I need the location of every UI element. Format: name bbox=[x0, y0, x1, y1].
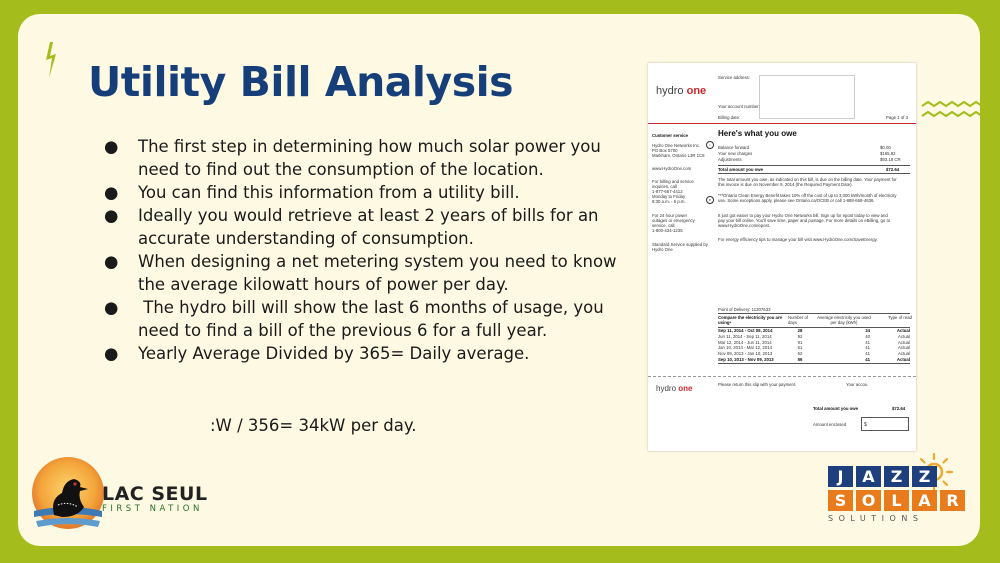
usage-table-header: Type of read bbox=[888, 315, 912, 320]
bullet-text: The hydro bill will show the last 6 months of usage, you need to find a bill of the previous 6 for a full year. bbox=[138, 298, 609, 340]
logo-letter-tile: Z bbox=[884, 466, 909, 487]
zigzag-decoration-icon bbox=[920, 100, 982, 126]
bill-text: this invoice is due on November 9, 2014 (the Required Payment Date). bbox=[718, 182, 853, 187]
bullet-glyph: ● bbox=[104, 252, 119, 271]
bullet-list bbox=[104, 135, 634, 365]
lac-seul-name: LAC SEUL bbox=[102, 483, 208, 505]
usage-table-cell: 91 bbox=[797, 339, 803, 345]
usage-table-cell: 92 bbox=[797, 333, 803, 339]
bill-text: inquiries, call bbox=[652, 184, 677, 189]
usage-table-cell: Actual bbox=[898, 333, 910, 339]
logo-letter-tile: J bbox=[828, 466, 853, 487]
usage-table-cell: 61 bbox=[797, 345, 803, 351]
bill-divider bbox=[648, 123, 916, 124]
bill-text: It just got easier to pay your Hydro One Networks bill. Sign up for epost today to view and bbox=[718, 213, 888, 218]
usage-table-cell: Actual bbox=[896, 328, 910, 333]
loon-sun-icon bbox=[28, 455, 106, 535]
hydro-one-logo bbox=[656, 386, 692, 391]
bullet-glyph: ● bbox=[104, 298, 119, 317]
bullet-glyph: ● bbox=[104, 137, 119, 156]
logo-letter-tile: S bbox=[828, 490, 853, 511]
usage-table-header: Compare the electricity you are using• bbox=[718, 315, 783, 326]
logo-letter-tile: Z bbox=[912, 466, 937, 487]
usage-table-cell: 62 bbox=[797, 351, 803, 357]
usage-table-cell: Actual bbox=[898, 351, 910, 357]
logo-text: hydro bbox=[656, 85, 684, 97]
jazz-solar-logo bbox=[828, 466, 965, 523]
usage-table-cell: 41 bbox=[865, 351, 870, 357]
bill-field-label: Service address: bbox=[718, 75, 751, 80]
bullet-item bbox=[104, 135, 634, 181]
bill-text: For 24 hour power bbox=[652, 213, 688, 218]
redacted-address-box bbox=[759, 75, 855, 119]
usage-table-cell: 34 bbox=[865, 328, 870, 333]
bill-text: 8:30 a.m. - 6 p.m. bbox=[652, 199, 686, 204]
usage-table-cell: Mar 12, 2014 - Jun 11, 2014 bbox=[718, 339, 772, 345]
bill-summary-value: $0.00 bbox=[880, 145, 891, 150]
amount-enclosed-label: Amount enclosed bbox=[813, 422, 847, 427]
usage-table-cell: Actual bbox=[896, 357, 910, 362]
logo-text: one bbox=[686, 85, 707, 97]
usage-table-cell: Sep 11, 2014 - Oct 09, 2014 bbox=[718, 328, 773, 333]
bill-total-value: $72.64 bbox=[886, 167, 900, 172]
bill-summary-label: Adjustments bbox=[718, 157, 742, 162]
usage-table-cell: 41 bbox=[865, 339, 870, 345]
bullet-item bbox=[104, 296, 634, 342]
utility-bill-image bbox=[648, 63, 916, 451]
bullet-item bbox=[104, 181, 634, 204]
usage-table-cell: Sep 10, 2013 - Nov 09, 2013 bbox=[718, 357, 774, 362]
bill-text: Standard Service supplied by bbox=[652, 242, 708, 247]
logo-letter-tile: L bbox=[884, 490, 909, 511]
usage-table-cell: Actual bbox=[898, 339, 910, 345]
usage-table-cell: 40 bbox=[865, 333, 870, 339]
bill-divider bbox=[718, 173, 910, 174]
bill-text: Point of Delivery: 11307633 bbox=[718, 307, 771, 312]
bill-text: ***Ontario Clean Energy Benefit takes 10% off the cost of up to 3,000 kWh/month of electricity bbox=[718, 193, 897, 198]
bullet-glyph: ● bbox=[104, 344, 119, 363]
bill-text: service, call bbox=[652, 223, 675, 228]
bill-field-label: Your account number: bbox=[718, 104, 760, 109]
bill-divider bbox=[718, 363, 910, 364]
bill-text: Monday to Friday bbox=[652, 194, 686, 199]
bill-text: Your accou bbox=[846, 382, 868, 387]
bullet-glyph: ● bbox=[104, 183, 119, 202]
usage-table-cell: 41 bbox=[865, 345, 870, 351]
lac-seul-wordmark bbox=[102, 483, 208, 514]
bill-text: outages or emergency bbox=[652, 218, 695, 223]
bill-text: www.HydroOne.com bbox=[652, 166, 692, 171]
bullet-item bbox=[104, 342, 634, 365]
bill-divider bbox=[718, 313, 910, 314]
stub-total-value: $72.64 bbox=[892, 406, 906, 411]
bullet-glyph: ● bbox=[104, 206, 119, 225]
bill-text: 1-800-434-1235 bbox=[652, 228, 683, 233]
solar-row bbox=[828, 490, 965, 511]
bill-text: use. Some exceptions apply, please see Ontario.ca/OCEB or call 1-888-668-4636. bbox=[718, 198, 875, 203]
usage-table-cell: Actual bbox=[898, 345, 910, 351]
bill-text: Please return this slip with your payment. bbox=[718, 382, 797, 387]
bullet-item bbox=[104, 204, 634, 250]
bill-summary-value: $165.82 bbox=[880, 151, 896, 156]
bill-text: For billing and service bbox=[652, 179, 694, 184]
bill-summary-label: Your new charges bbox=[718, 151, 753, 156]
bill-section-heading: Customer service bbox=[652, 133, 689, 138]
hydro-one-logo bbox=[656, 85, 707, 97]
jazz-row bbox=[828, 466, 965, 487]
bill-text: pay your bill online. You'll save time, paper and postage. For more details on eBilling, go to bbox=[718, 218, 891, 223]
bill-text: www.HydroOne.com/epost. bbox=[718, 223, 771, 228]
amount-enclosed-field: $ bbox=[861, 417, 909, 431]
usage-table-cell: Jan 10, 2014 - Mar 12, 2014 bbox=[718, 345, 772, 351]
calculation-line: :W / 356= 34kW per day. bbox=[210, 416, 417, 435]
bill-text: The total amount you owe, as indicated on this bill, is due on the billing date. Your payment for bbox=[718, 177, 897, 182]
stub-total-label: Total amount you owe bbox=[813, 406, 859, 411]
bullet-text: When designing a net metering system you need to know the average kilowatt hours of power per day. bbox=[138, 252, 617, 294]
logo-text: hydro bbox=[656, 384, 677, 393]
usage-table-header: Number of days bbox=[788, 315, 809, 326]
bullet-text: Yearly Average Divided by 365= Daily average. bbox=[138, 344, 530, 363]
logo-text: one bbox=[678, 384, 693, 393]
bullet-text: Ideally you would retrieve at least 2 years of bills for an accurate understanding of consumption. bbox=[138, 206, 599, 248]
usage-table-cell: 28 bbox=[797, 328, 803, 333]
solutions-label: SOLUTIONS bbox=[828, 514, 924, 523]
logo-letter-tile: A bbox=[912, 490, 937, 511]
usage-table-cell: Jun 11, 2014 - Sep 11, 2014 bbox=[718, 333, 772, 339]
info-circle-icon: i bbox=[706, 141, 714, 149]
usage-table-header: Average electricity you used per day (kWh) bbox=[817, 315, 871, 326]
page-title: Utility Bill Analysis bbox=[88, 58, 514, 106]
usage-table-cell: 41 bbox=[865, 357, 870, 362]
bill-summary-label: Balance forward bbox=[718, 145, 750, 150]
logo-letter-tile: R bbox=[940, 490, 965, 511]
logo-letter-tile: A bbox=[856, 466, 881, 487]
bill-text: 1-877-667-4412 bbox=[652, 189, 683, 194]
bill-text: For energy efficiency tips to manage your bill visit www.HydroOne.com/SaveEnergy. bbox=[718, 237, 878, 242]
bill-text: PO Box 5700 bbox=[652, 148, 678, 153]
first-nation-label: FIRST NATION bbox=[102, 504, 203, 514]
bill-total-label: Total amount you owe bbox=[718, 167, 764, 172]
tear-line bbox=[648, 376, 916, 377]
bill-divider bbox=[718, 165, 910, 166]
bill-summary-value: $93.18 CR bbox=[880, 157, 901, 162]
bullet-text: The first step in determining how much solar power you need to find out the consumption of the location. bbox=[138, 137, 601, 179]
bullet-item bbox=[104, 250, 634, 296]
lightning-icon bbox=[42, 40, 60, 80]
bill-field-label: Billing date: bbox=[718, 115, 741, 120]
bullet-text: You can find this information from a utility bill. bbox=[138, 183, 520, 202]
bill-page-number: Page 1 of 3 bbox=[886, 115, 908, 120]
leaf-circle-icon: e bbox=[706, 196, 714, 204]
bill-heading: Here's what you owe bbox=[718, 129, 797, 138]
usage-table-cell: Nov 09, 2013 - Jan 10, 2013 bbox=[718, 351, 773, 357]
bill-text: Markham, Ontario L3R 1C8 bbox=[652, 153, 705, 158]
bill-text: Hydro One bbox=[652, 247, 673, 252]
bill-text: Hydro One Networks Inc. bbox=[652, 143, 700, 148]
logo-letter-tile: O bbox=[856, 490, 881, 511]
usage-table-cell: 56 bbox=[797, 357, 803, 362]
